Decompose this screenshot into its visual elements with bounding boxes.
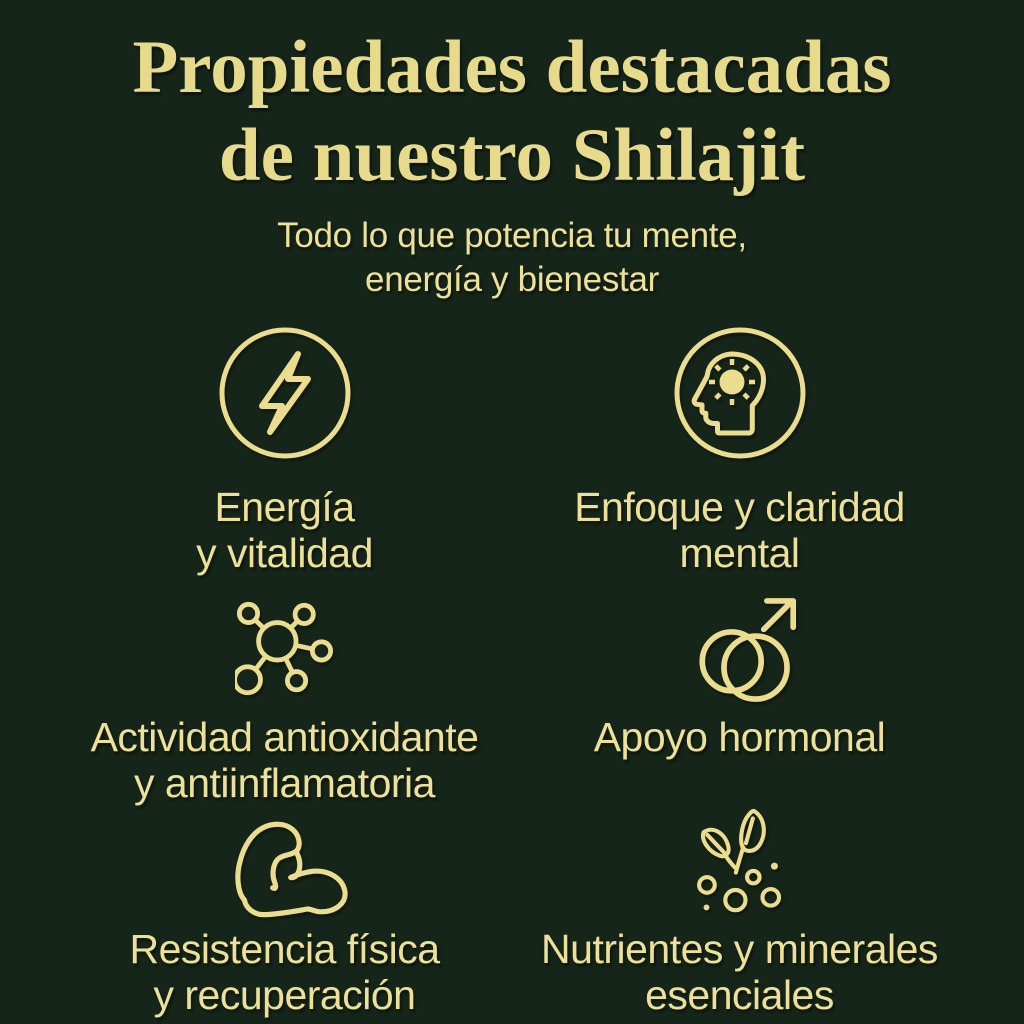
sprout-minerals-icon [693, 806, 787, 918]
lightning-bolt-circle-icon [217, 318, 353, 468]
feature-label: Resistencia física y recuperación [129, 926, 440, 1018]
page-title [0, 24, 1024, 200]
subtitle-line-2: energía y bienestar [365, 260, 659, 299]
feature-label: Actividad antioxidante y antiinflamatoria [90, 714, 479, 806]
subtitle-line-1: Todo lo que potencia tu mente, [277, 216, 747, 255]
feature-antioxidante [57, 576, 512, 806]
mars-symbol-icon [678, 576, 802, 706]
flexed-bicep-icon [221, 806, 349, 918]
feature-label: Enfoque y claridad mental [574, 484, 905, 576]
feature-resistencia [57, 806, 512, 1018]
feature-label: Energía y vitalidad [196, 484, 373, 576]
feature-label: Apoyo hormonal [593, 714, 886, 760]
header [0, 0, 1024, 302]
title-line-1: Propiedades destacadas [132, 26, 892, 109]
feature-hormonal [512, 576, 967, 806]
feature-grid [57, 318, 967, 1018]
feature-enfoque-claridad [512, 318, 967, 576]
feature-label: Nutrientes y minerales esenciales [541, 926, 938, 1018]
page-subtitle [0, 214, 1024, 302]
title-line-2: de nuestro Shilajit [218, 114, 806, 197]
feature-nutrientes [512, 806, 967, 1018]
feature-energia-vitalidad [57, 318, 512, 576]
molecule-icon [235, 576, 335, 706]
head-sun-icon [672, 318, 808, 468]
